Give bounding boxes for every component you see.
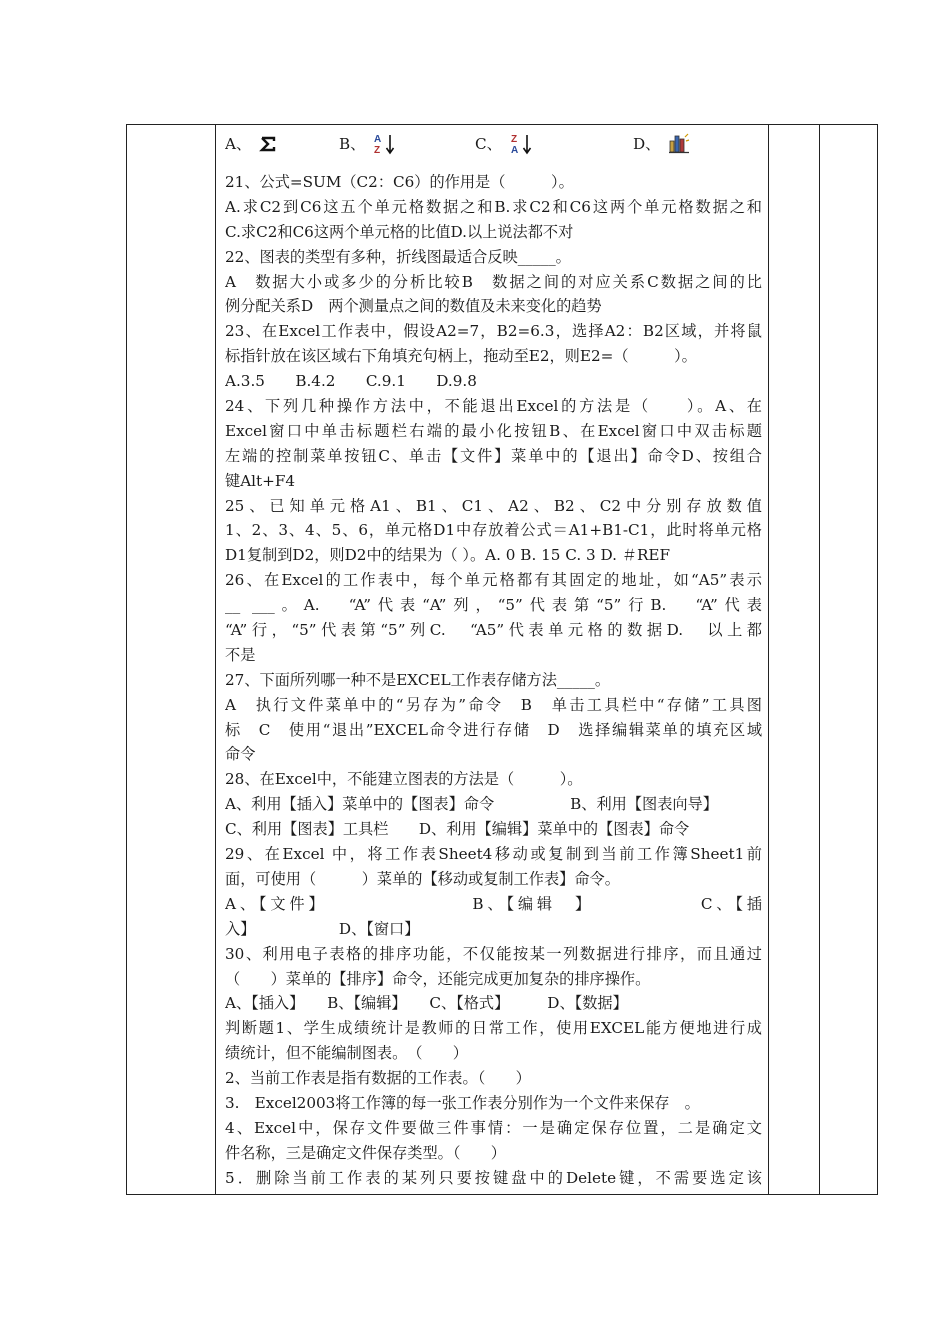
text-line: A、【文件】 B、【编辑 】 C、【插 bbox=[225, 894, 762, 913]
text-line: “A”行，“5”代表第“5”列C. “A5”代表单元格的数据D. 以上都 bbox=[225, 621, 762, 640]
question-28: 28、在Excel中，不能建立图表的方法是（ ）。 bbox=[225, 770, 583, 789]
svg-text:Z: Z bbox=[510, 134, 517, 145]
sigma-autosum-icon bbox=[259, 136, 277, 152]
text-line: 1、2、3、4、5、6，单元格D1中存放着公式＝A1+B1-C1，此时将单元格 bbox=[225, 521, 762, 540]
sort-ascending-icon bbox=[373, 132, 397, 156]
text-line: A、【插入】 B、【编辑】 C、【格式】 D、【数据】 bbox=[225, 994, 628, 1013]
question-25: 25、已知单元格A1、B1、C1、A2、B2、C2中分别存放数值 bbox=[225, 496, 762, 515]
text-line: 绩统计，但不能编制图表。 （ ） bbox=[225, 1044, 468, 1063]
svg-text:A: A bbox=[510, 145, 518, 156]
text-line: 不是 bbox=[225, 645, 256, 664]
text-line: C.求C2和C6这两个单元格的比值D.以上说法都不对 bbox=[225, 222, 574, 241]
text-line: __ ___。A. “A”代表“A”列，“5”代表第“5”行B. “A”代表 bbox=[225, 596, 762, 615]
text-line: 例分配关系D 两个测量点之间的数值及未来变化的趋势 bbox=[225, 297, 602, 316]
svg-text:A: A bbox=[374, 134, 382, 145]
option-label: C、 bbox=[475, 135, 502, 153]
option-label: B、 bbox=[339, 135, 366, 153]
text-line: A、利用【插入】菜单中的【图表】命令 B、利用【图表向导】 bbox=[225, 795, 718, 814]
lesson-table bbox=[126, 124, 878, 1195]
text-line: 入】 D、【窗口】 bbox=[225, 919, 420, 938]
toolbar-options-row bbox=[225, 128, 762, 158]
column-divider bbox=[768, 125, 769, 1194]
text-line: （ ）菜单的【排序】命令，还能完成更加复杂的排序操作。 bbox=[225, 969, 651, 988]
column-divider bbox=[215, 125, 216, 1194]
judgement-3: 3. Excel2003将工作簿的每一张工作表分别作为一个文件来保存 。 bbox=[225, 1093, 700, 1112]
text-line: D1复制到D2，则D2中的结果为（ ）。A. 0 B. 15 C. 3 D. ＃REF bbox=[225, 546, 671, 565]
question-cell bbox=[225, 125, 762, 1191]
text-line: 命令 bbox=[225, 745, 256, 764]
question-27: 27、下面所列哪一种不是EXCEL工作表存储方法_____。 bbox=[225, 670, 611, 689]
option-d bbox=[633, 128, 690, 158]
text-line: A 执行文件菜单中的“另存为”命令 B 单击工具栏中“存储”工具图 bbox=[225, 695, 762, 714]
judgement-4: 4、Excel中，保存文件要做三件事情：一是确定保存位置，二是确定文 bbox=[225, 1118, 762, 1137]
option-label: D、 bbox=[633, 135, 661, 153]
text-line: 标 C 使用“退出”EXCEL命令进行存储 D 选择编辑菜单的填充区域 bbox=[225, 720, 762, 739]
question-30: 30、利用电子表格的排序功能，不仅能按某一列数据进行排序，而且通过 bbox=[225, 944, 762, 963]
text-line: C、利用【图表】工具栏 D、利用【编辑】菜单中的【图表】命令 bbox=[225, 820, 690, 839]
option-a bbox=[225, 128, 277, 158]
option-c bbox=[475, 128, 534, 158]
judgement-2: 2、当前工作表是指有数据的工作表。（ ） bbox=[225, 1069, 531, 1088]
chart-wizard-icon bbox=[668, 133, 690, 155]
text-line: 面，可使用（ ）菜单的【移动或复制工作表】命令。 bbox=[225, 869, 620, 888]
question-26: 26、在Excel的工作表中，每个单元格都有其固定的地址，如“A5”表示 bbox=[225, 571, 762, 590]
text-line: 标指针放在该区域右下角填充句柄上，拖动至E2，则E2=（ ）。 bbox=[225, 347, 697, 366]
option-label: A、 bbox=[225, 135, 252, 153]
svg-text:Z: Z bbox=[374, 145, 381, 156]
text-line: A 数据大小或多少的分析比较B 数据之间的对应关系C数据之间的比 bbox=[225, 272, 762, 291]
judgement-1: 判断题1、学生成绩统计是教师的日常工作，使用EXCEL能方便地进行成 bbox=[225, 1019, 762, 1038]
question-24: 24、下列几种操作方法中，不能退出Excel的方法是（ ）。A、在 bbox=[225, 397, 762, 416]
text-line: A.求C2到C6这五个单元格数据之和B.求C2和C6这两个单元格数据之和 bbox=[225, 197, 762, 216]
text-line: 左端的控制菜单按钮C、单击【文件】菜单中的【退出】命令D、按组合 bbox=[225, 446, 762, 465]
question-21: 21、公式=SUM（C2：C6）的作用是（ ）。 bbox=[225, 173, 574, 191]
text-line: A.3.5 B.4.2 C.9.1 D.9.8 bbox=[225, 372, 477, 391]
question-22: 22、图表的类型有多种，折线图最适合反映_____。 bbox=[225, 247, 571, 266]
question-29: 29、在Excel 中，将工作表Sheet4移动或复制到当前工作簿Sheet1前 bbox=[225, 845, 762, 864]
judgement-5: 5．删除当前工作表的某列只要按键盘中的Delete键，不需要选定该 bbox=[225, 1168, 762, 1187]
text-line: Excel窗口中单击标题栏右端的最小化按钮B、在Excel窗口中双击标题 bbox=[225, 421, 762, 440]
text-line: 键Alt+F4 bbox=[225, 471, 296, 490]
option-b bbox=[339, 128, 397, 158]
text-line: 件名称，三是确定文件保存类型。（ ） bbox=[225, 1143, 506, 1162]
column-divider bbox=[819, 125, 820, 1194]
sort-descending-icon bbox=[510, 132, 534, 156]
question-23: 23、在Excel工作表中，假设A2=7，B2=6.3，选择A2：B2区域，并将鼠 bbox=[225, 322, 762, 341]
